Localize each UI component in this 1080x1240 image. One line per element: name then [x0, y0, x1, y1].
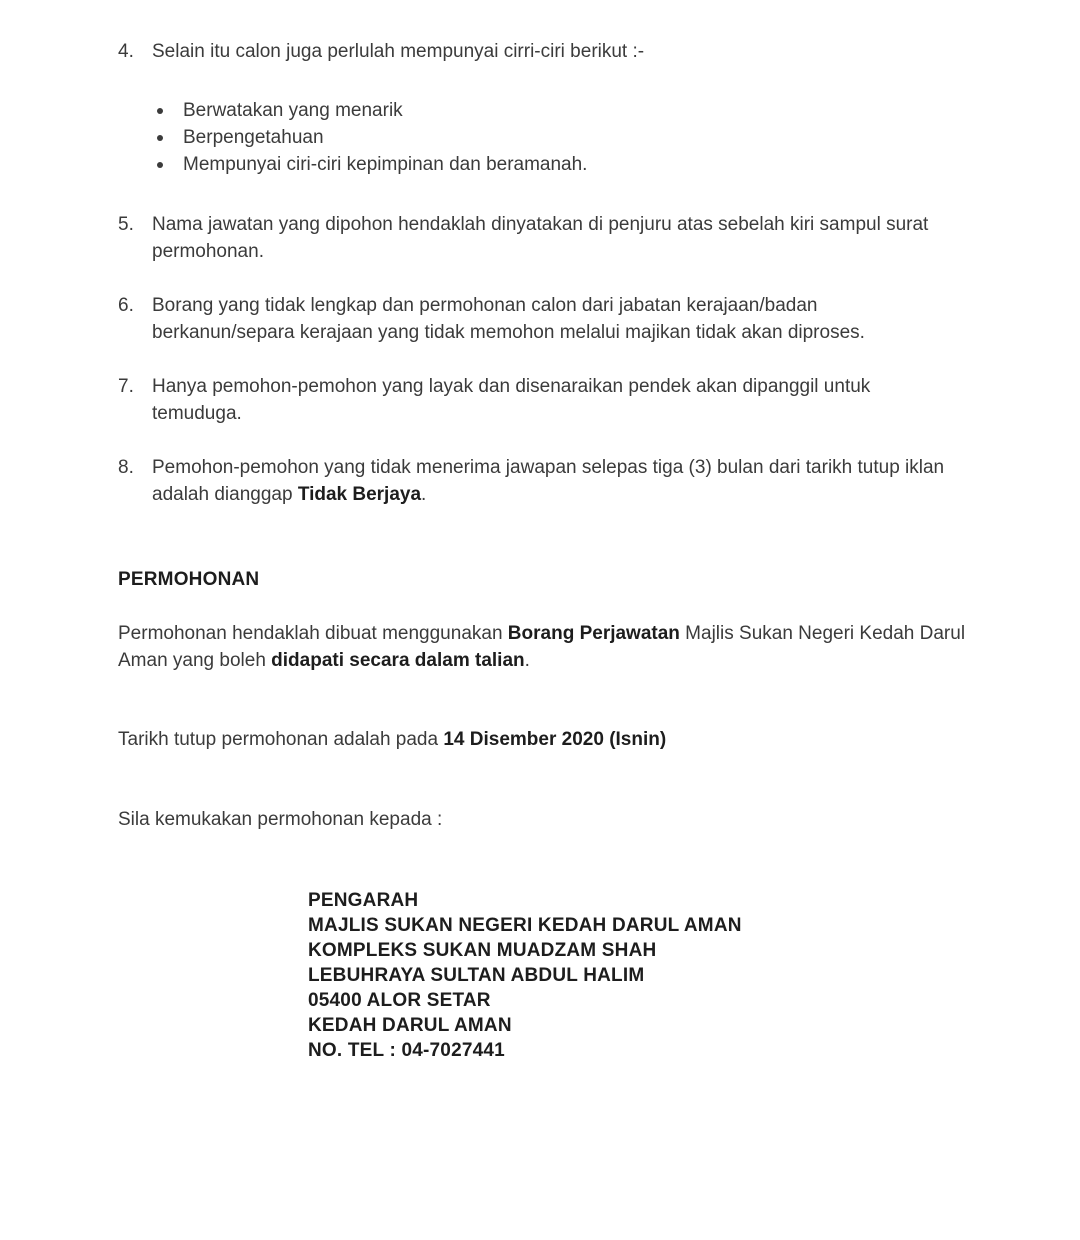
paragraph-text: Tarikh tutup permohonan adalah pada [118, 729, 444, 750]
bullet-item [155, 97, 970, 124]
item-number: 6. [118, 295, 134, 316]
address-line: LEBUHRAYA SULTAN ABDUL HALIM [308, 965, 645, 986]
bullet-item [155, 151, 970, 178]
item-text: Nama jawatan yang dipohon hendaklah dinyatakan di penjuru atas sebelah kiri sampul surat permohonan. [152, 214, 929, 262]
item-number: 7. [118, 376, 134, 397]
paragraph-text: Majlis Sukan Negeri Kedah Darul Aman yang boleh [118, 623, 966, 671]
bullet-text: Berpengetahuan [183, 127, 324, 148]
numbered-item-6 [118, 292, 970, 346]
item-number: 5. [118, 214, 134, 235]
address-line: PENGARAH [308, 890, 419, 911]
paragraph-text: . [524, 650, 530, 671]
address-block [308, 888, 970, 1063]
item-text: Hanya pemohon-pemohon yang layak dan disenaraikan pendek akan dipanggil untuk temuduga. [152, 376, 871, 424]
closing-date-value: 14 Disember 2020 (Isnin) [443, 729, 667, 750]
application-instructions [118, 620, 966, 674]
bullet-list [155, 97, 970, 178]
submit-instruction: Sila kemukakan permohonan kepada : [118, 809, 443, 830]
address-line: KOMPLEKS SUKAN MUADZAM SHAH [308, 940, 657, 961]
item-number: 8. [118, 457, 134, 478]
item-number: 4. [118, 41, 134, 62]
closing-date-line [118, 726, 966, 753]
section-heading-permohonan: PERMOHONAN [118, 569, 260, 590]
numbered-item-5 [118, 211, 970, 265]
numbered-item-7 [118, 373, 970, 427]
item-text-regular: . [421, 484, 427, 505]
bullet-text: Berwatakan yang menarik [183, 100, 403, 121]
numbered-item-4 [118, 38, 970, 65]
numbered-item-8 [118, 454, 970, 508]
address-line: MAJLIS SUKAN NEGERI KEDAH DARUL AMAN [308, 915, 742, 936]
bullet-item [155, 124, 970, 151]
item-text-bold: Tidak Berjaya [297, 484, 422, 505]
address-line: 05400 ALOR SETAR [308, 990, 491, 1011]
address-line: KEDAH DARUL AMAN [308, 1015, 512, 1036]
paragraph-bold: Borang Perjawatan [507, 623, 680, 644]
item-text: Selain itu calon juga perlulah mempunyai cirri-ciri berikut :- [152, 41, 645, 62]
address-line: NO. TEL : 04-7027441 [308, 1040, 505, 1061]
paragraph-bold: didapati secara dalam talian [271, 650, 525, 671]
bullet-text: Mempunyai ciri-ciri kepimpinan dan beramanah. [183, 154, 588, 175]
paragraph-text: Permohonan hendaklah dibuat menggunakan [118, 623, 508, 644]
item-text [152, 454, 952, 508]
item-text: Borang yang tidak lengkap dan permohonan calon dari jabatan kerajaan/badan berkanun/separa kerajaan yang tidak memohon melalui majikan tidak akan diproses. [152, 295, 865, 343]
item-text-regular: Pemohon-pemohon yang tidak menerima jawapan selepas tiga (3) bulan dari tarikh tutup iklan adalah dianggap [152, 457, 945, 505]
